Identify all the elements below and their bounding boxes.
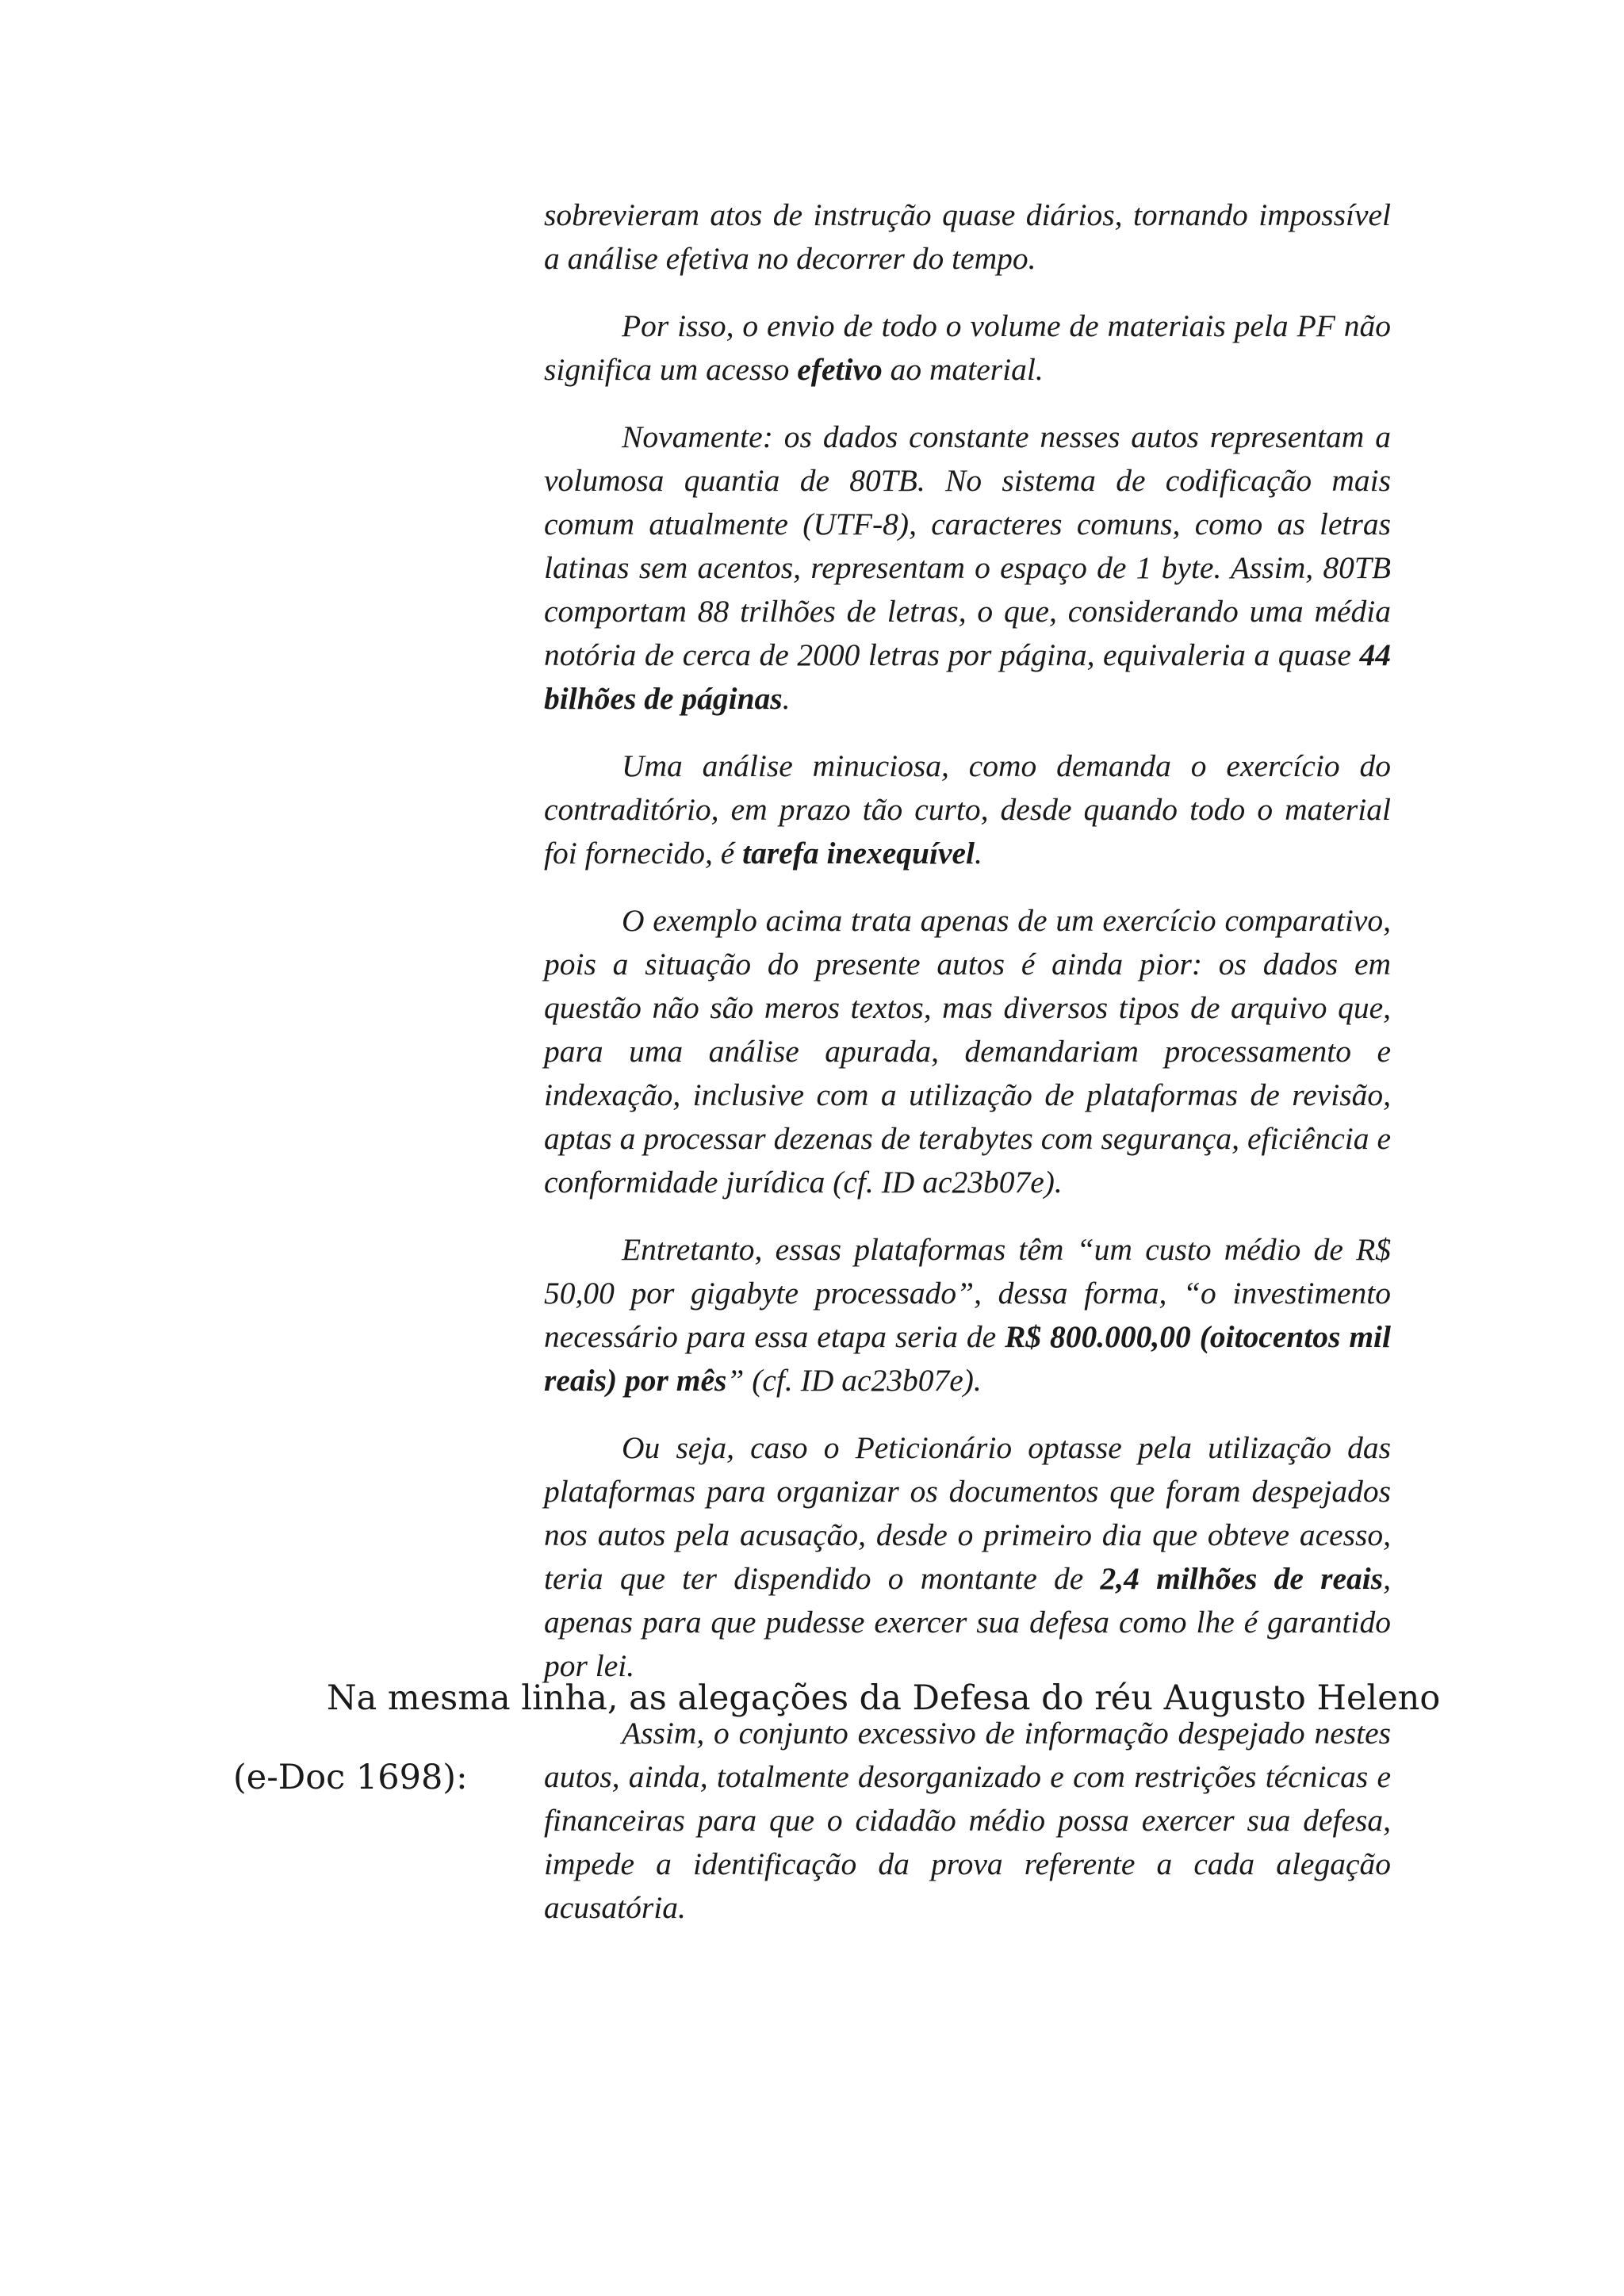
emphasis-text: tarefa inexequível [742, 836, 975, 871]
quote-text: Ou seja, caso o Peticionário optasse pela utilização das plataformas para organizar os documentos que foram despejados nos autos pela acusação, desde o primeiro dia que obteve acesso, teria que ter dispendido o montante de [544, 1430, 1391, 1596]
quote-text: ” (cf. ID ac23b07e). [726, 1363, 982, 1398]
quote-paragraph-5 [544, 899, 1391, 1204]
emphasis-text: R$ 800.000,00 (oitocentos mil reais) por mês [544, 1319, 1392, 1398]
quote-text: , apenas para que pudesse exercer sua defesa como lhe é garantido por lei. [544, 1561, 1392, 1683]
quote-paragraph-7 [544, 1426, 1391, 1688]
quote-text: sobrevieram atos de instrução quase diários, tornando impossível a análise efetiva no decorrer do tempo. [544, 197, 1391, 276]
emphasis-text: efetivo [797, 352, 883, 387]
emphasis-text: 44 bilhões de páginas [544, 637, 1391, 716]
quote-text: Por isso, o envio de todo o volume de materiais pela PF não significa um acesso [544, 308, 1391, 387]
quote-text: ao material. [882, 352, 1044, 387]
quote-text: Uma análise minuciosa, como demanda o exercício do contraditório, em prazo tão curto, desde quando todo o material foi fornecido, é [544, 748, 1391, 871]
quote-paragraph-3 [544, 415, 1391, 721]
body-paragraph-line-1: Na mesma linha, as alegações da Defesa do réu Augusto Heleno [327, 1678, 1441, 1718]
quote-paragraph-6 [544, 1228, 1391, 1402]
emphasis-text: 2,4 milhões de reais [1100, 1561, 1384, 1596]
quote-paragraph-2 [544, 304, 1391, 392]
quote-text: Novamente: os dados constante nesses autos representam a volumosa quantia de 80TB. No sistema de codificação mais comum atualmente (UTF-8), caracteres comuns, como as letras latinas sem acentos, representam o espaço de 1 byte. Assim, 80TB comportam 88 trilhões de letras, o que, considerando uma média notória de cerca de 2000 letras por página, equivaleria a quase [544, 419, 1391, 672]
body-paragraph-line-2: (e-Doc 1698): [233, 1758, 468, 1797]
quote-text: O exemplo acima trata apenas de um exercício comparativo, pois a situação do presente autos é ainda pior: os dados em questão não são meros textos, mas diversos tipos de arquivo que, para uma análise apurada, demandariam processamento e indexação, inclusive com a utilização de plataformas de revisão, aptas a processar dezenas de terabytes com segurança, eficiência e conformidade jurídica (cf. ID ac23b07e). [544, 903, 1391, 1200]
quote-text: Entretanto, essas plataformas têm “um custo médio de R$ 50,00 por gigabyte processado”, dessa forma, “o investimento necessário para essa etapa seria de [544, 1232, 1391, 1354]
quote-paragraph-4 [544, 744, 1391, 875]
quote-paragraph-8 [544, 1712, 1391, 1930]
quote-text: Assim, o conjunto excessivo de informação despejado nestes autos, ainda, totalmente desorganizado e com restrições técnicas e financeiras para que o cidadão médio possa exercer sua defesa, impede a identificação da prova referente a cada alegação acusatória. [544, 1716, 1391, 1925]
quote-text: . [975, 836, 982, 871]
quote-text: . [782, 681, 791, 716]
quote-paragraph-1 [544, 193, 1391, 281]
